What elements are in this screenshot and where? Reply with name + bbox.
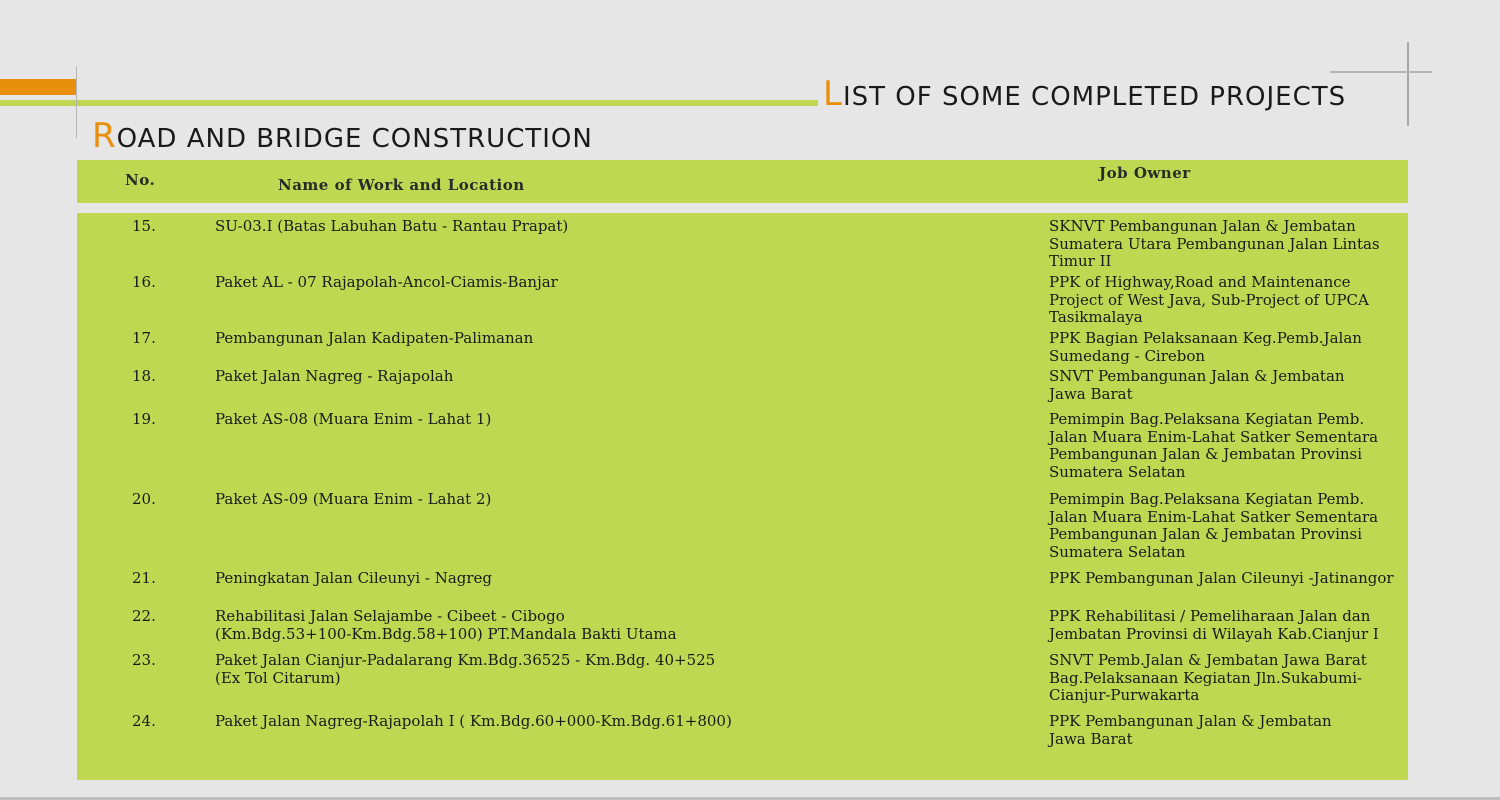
work-name: Paket AS-08 (Muara Enim - Lahat 1)	[215, 410, 492, 428]
work-name: Pembangunan Jalan Kadipaten-Palimanan	[215, 329, 534, 347]
row-number: 21.	[132, 569, 156, 587]
row-number: 22.	[132, 607, 156, 625]
job-owner: Pemimpin Bag.Pelaksana Kegiatan Pemb. Jalan Muara Enim-Lahat Satker Sementara Pembangunan Jalan & Jembatan Provinsi Sumatera Selatan	[1049, 410, 1379, 481]
work-name: Rehabilitasi Jalan Selajambe - Cibeet - Cibogo (Km.Bdg.53+100-Km.Bdg.58+100) PT.Mandala Bakti Utama	[215, 607, 677, 643]
row-number: 24.	[132, 712, 156, 730]
work-name: Paket Jalan Nagreg - Rajapolah	[215, 367, 454, 385]
table-body	[77, 213, 1408, 780]
job-owner: PPK Pembangunan Jalan & Jembatan Jawa Barat	[1049, 712, 1332, 748]
row-number: 18.	[132, 367, 156, 385]
job-owner: SKNVT Pembangunan Jalan & Jembatan Sumatera Utara Pembangunan Jalan Lintas Timur II	[1049, 217, 1380, 270]
work-name: Peningkatan Jalan Cileunyi - Nagreg	[215, 569, 493, 587]
job-owner: PPK Pembangunan Jalan Cileunyi -Jatinangor	[1049, 569, 1394, 587]
corner-cross-horizontal	[1330, 71, 1432, 73]
job-owner: PPK Rehabilitasi / Pemeliharaan Jalan dan Jembatan Provinsi di Wilayah Kab.Cianjur I	[1049, 607, 1379, 643]
section-title	[92, 116, 593, 156]
job-owner: SNVT Pemb.Jalan & Jembatan Jawa Barat Bag.Pelaksanaan Kegiatan Jln.Sukabumi- Cianjur-Purwakarta	[1049, 651, 1367, 704]
row-number: 15.	[132, 217, 156, 235]
page-title-initial: L	[823, 74, 843, 114]
column-header-no: No.	[125, 171, 156, 189]
row-number: 17.	[132, 329, 156, 347]
row-number: 16.	[132, 273, 156, 291]
page-title	[823, 74, 1403, 114]
job-owner: Pemimpin Bag.Pelaksana Kegiatan Pemb. Jalan Muara Enim-Lahat Satker Sementara Pembangunan Jalan & Jembatan Provinsi Sumatera Selatan	[1049, 490, 1379, 561]
job-owner: PPK of Highway,Road and Maintenance Project of West Java, Sub-Project of UPCA Tasikmalaya	[1049, 273, 1369, 326]
work-name: Paket Jalan Cianjur-Padalarang Km.Bdg.36525 - Km.Bdg. 40+525 (Ex Tol Citarum)	[215, 651, 716, 687]
section-title-text: OAD AND BRIDGE CONSTRUCTION	[116, 124, 593, 154]
job-owner: PPK Bagian Pelaksanaan Keg.Pemb.Jalan Sumedang - Cirebon	[1049, 329, 1362, 365]
row-number: 20.	[132, 490, 156, 508]
corner-cross-vertical	[1407, 42, 1409, 126]
left-divider-line	[76, 66, 77, 138]
work-name: Paket AL - 07 Rajapolah-Ancol-Ciamis-Banjar	[215, 273, 558, 291]
job-owner: SNVT Pembangunan Jalan & Jembatan Jawa Barat	[1049, 367, 1345, 403]
orange-accent-bar	[0, 79, 76, 95]
work-name: Paket AS-09 (Muara Enim - Lahat 2)	[215, 490, 492, 508]
section-title-initial: R	[92, 116, 117, 156]
table-header	[77, 160, 1408, 203]
column-header-name: Name of Work and Location	[278, 176, 525, 194]
work-name: Paket Jalan Nagreg-Rajapolah I ( Km.Bdg.60+000-Km.Bdg.61+800)	[215, 712, 732, 730]
row-number: 19.	[132, 410, 156, 428]
row-number: 23.	[132, 651, 156, 669]
work-name: SU-03.I (Batas Labuhan Batu - Rantau Prapat)	[215, 217, 569, 235]
page-title-text: IST OF SOME COMPLETED PROJECTS	[842, 82, 1347, 112]
column-header-owner: Job Owner	[1099, 164, 1191, 182]
green-accent-rule	[0, 100, 818, 106]
